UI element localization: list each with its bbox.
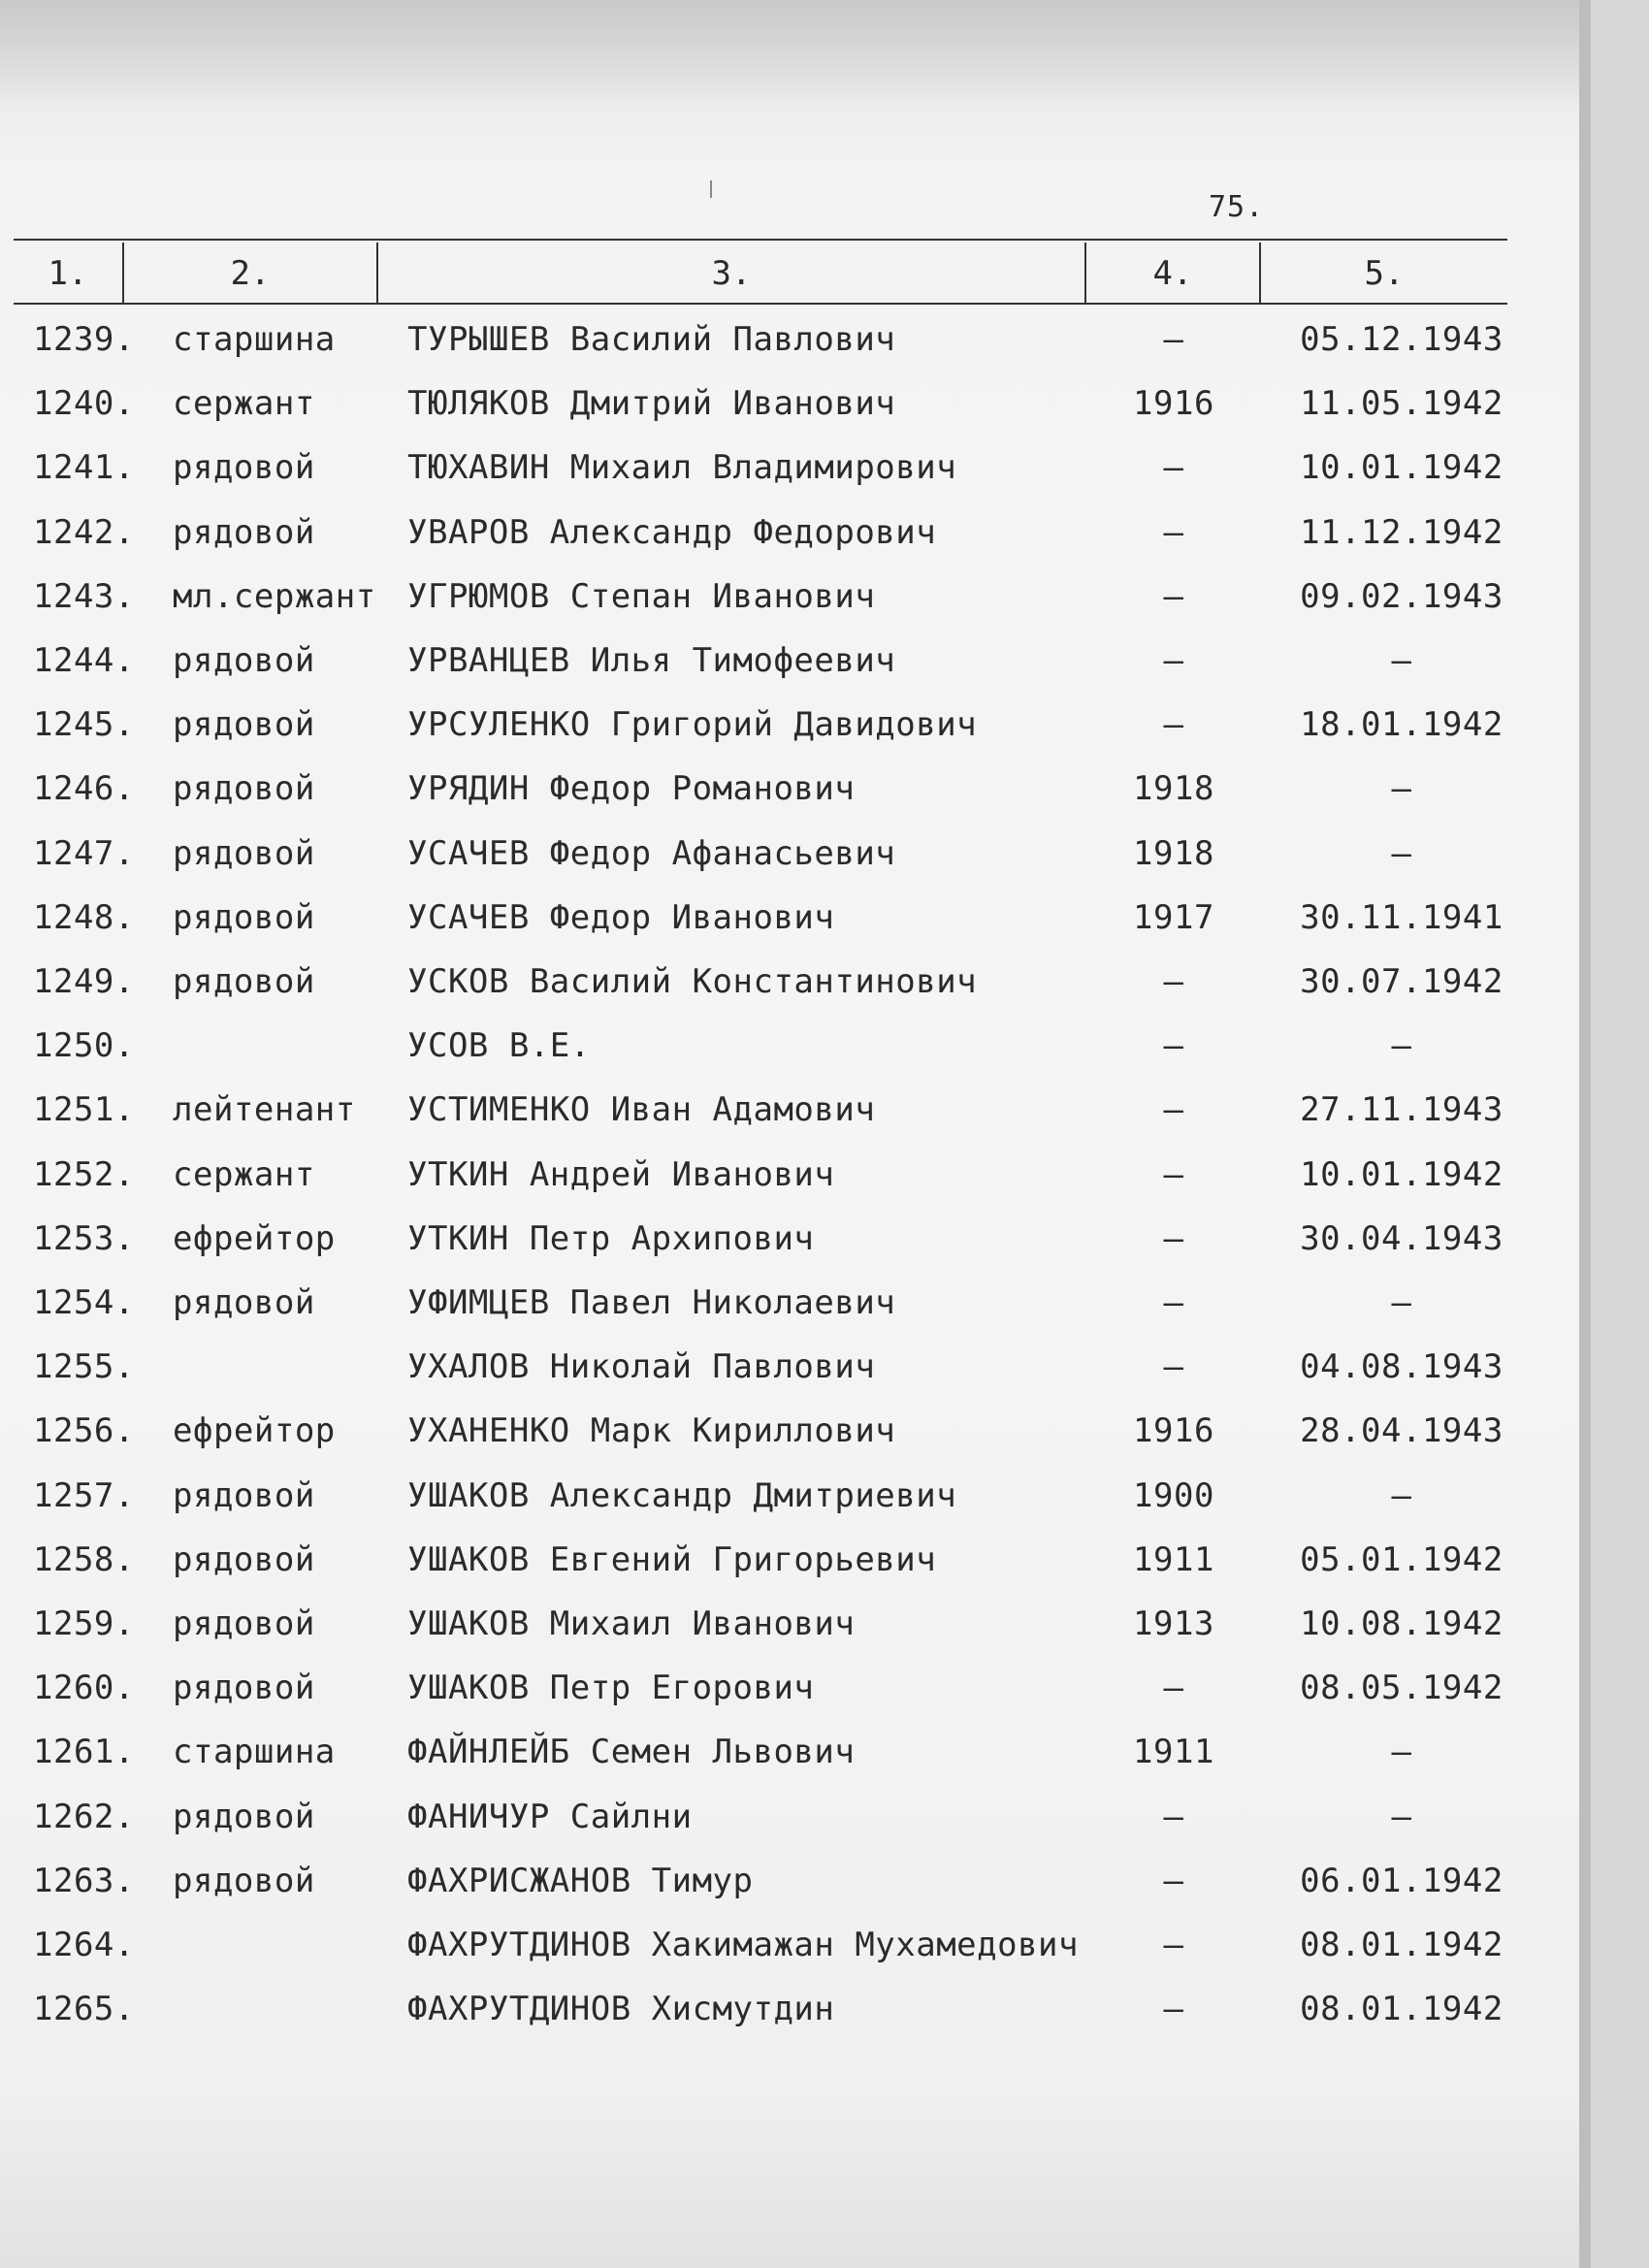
full-name: УХАЛОВ Николай Павлович bbox=[407, 1347, 876, 1387]
entry-number: 1240. bbox=[33, 384, 135, 424]
table-row bbox=[0, 1604, 1591, 1669]
birth-year: 1900 bbox=[1133, 1475, 1214, 1515]
military-rank: рядовой bbox=[173, 1797, 315, 1836]
full-name: УРЯДИН Федор Романович bbox=[407, 769, 856, 809]
table-row bbox=[0, 1090, 1591, 1154]
date: 10.08.1942 bbox=[1300, 1604, 1504, 1643]
entry-number: 1244. bbox=[33, 641, 135, 680]
birth-year: – bbox=[1163, 320, 1184, 359]
table-row bbox=[0, 1347, 1591, 1411]
military-rank: рядовой bbox=[173, 448, 315, 488]
full-name: УСАЧЕВ Федор Иванович bbox=[407, 897, 835, 937]
birth-year: – bbox=[1163, 1154, 1184, 1194]
entry-number: 1248. bbox=[33, 897, 135, 937]
full-name: УСОВ В.Е. bbox=[407, 1026, 591, 1066]
entry-number: 1256. bbox=[33, 1411, 135, 1451]
date: 27.11.1943 bbox=[1300, 1090, 1504, 1130]
scan-mark bbox=[710, 180, 712, 198]
scan-shadow bbox=[0, 0, 1591, 107]
page-number: 75. bbox=[1209, 190, 1265, 224]
entry-number: 1257. bbox=[33, 1475, 135, 1515]
birth-year: 1911 bbox=[1133, 1733, 1214, 1772]
entry-number: 1259. bbox=[33, 1604, 135, 1643]
birth-year: – bbox=[1163, 1347, 1184, 1387]
table-row bbox=[0, 1798, 1591, 1862]
date: – bbox=[1391, 1733, 1412, 1772]
military-rank: рядовой bbox=[173, 1669, 315, 1708]
military-rank: рядовой bbox=[173, 512, 315, 552]
table-row bbox=[0, 577, 1591, 641]
military-rank: рядовой bbox=[173, 962, 315, 1001]
full-name: УГРЮМОВ Степан Иванович bbox=[407, 576, 876, 616]
date: – bbox=[1391, 1283, 1412, 1322]
table-row bbox=[0, 1283, 1591, 1347]
full-name: ТЮЛЯКОВ Дмитрий Иванович bbox=[407, 384, 896, 424]
full-name: УШАКОВ Михаил Иванович bbox=[407, 1604, 856, 1643]
birth-year: – bbox=[1163, 1669, 1184, 1708]
date: 05.01.1942 bbox=[1300, 1539, 1504, 1579]
full-name: УТКИН Петр Архипович bbox=[407, 1218, 815, 1258]
entry-number: 1261. bbox=[33, 1733, 135, 1772]
date: 18.01.1942 bbox=[1300, 705, 1504, 745]
date: 11.05.1942 bbox=[1300, 384, 1504, 424]
table-row bbox=[0, 898, 1591, 962]
date: – bbox=[1391, 769, 1412, 809]
birth-year: – bbox=[1163, 641, 1184, 680]
military-rank: сержант bbox=[173, 384, 315, 424]
entry-number: 1243. bbox=[33, 576, 135, 616]
column-header-3: 3. bbox=[711, 254, 752, 293]
military-rank: сержант bbox=[173, 1154, 315, 1194]
table-row bbox=[0, 1219, 1591, 1283]
full-name: УВАРОВ Александр Федорович bbox=[407, 512, 937, 552]
table-row bbox=[0, 384, 1591, 448]
birth-year: 1911 bbox=[1133, 1539, 1214, 1579]
birth-year: 1913 bbox=[1133, 1604, 1214, 1643]
entry-number: 1255. bbox=[33, 1347, 135, 1387]
birth-year: – bbox=[1163, 1797, 1184, 1836]
date: 30.04.1943 bbox=[1300, 1218, 1504, 1258]
military-rank: ефрейтор bbox=[173, 1411, 336, 1451]
date: 08.01.1942 bbox=[1300, 1990, 1504, 2029]
table-row bbox=[0, 513, 1591, 577]
entry-number: 1258. bbox=[33, 1539, 135, 1579]
entry-number: 1250. bbox=[33, 1026, 135, 1066]
date: 28.04.1943 bbox=[1300, 1411, 1504, 1451]
table-row bbox=[0, 1990, 1591, 2054]
entry-number: 1252. bbox=[33, 1154, 135, 1194]
military-rank: рядовой bbox=[173, 641, 315, 680]
birth-year: 1916 bbox=[1133, 384, 1214, 424]
military-rank: рядовой bbox=[173, 1861, 315, 1900]
birth-year: – bbox=[1163, 962, 1184, 1001]
entry-number: 1249. bbox=[33, 962, 135, 1001]
full-name: УШАКОВ Александр Дмитриевич bbox=[407, 1475, 957, 1515]
birth-year: – bbox=[1163, 705, 1184, 745]
date: 09.02.1943 bbox=[1300, 576, 1504, 616]
entry-number: 1254. bbox=[33, 1283, 135, 1322]
date: 30.07.1942 bbox=[1300, 962, 1504, 1001]
full-name: ФАХРУТДИНОВ Хакимажан Мухамедович bbox=[407, 1926, 1080, 1964]
military-rank: рядовой bbox=[173, 1539, 315, 1579]
date: 08.05.1942 bbox=[1300, 1669, 1504, 1708]
entry-number: 1247. bbox=[33, 833, 135, 873]
date: 11.12.1942 bbox=[1300, 512, 1504, 552]
entry-number: 1242. bbox=[33, 512, 135, 552]
full-name: ТУРЫШЕВ Василий Павлович bbox=[407, 320, 896, 359]
table-row bbox=[0, 962, 1591, 1026]
birth-year: 1917 bbox=[1133, 897, 1214, 937]
entry-number: 1239. bbox=[33, 320, 135, 359]
full-name: ФАНИЧУР Сайлни bbox=[407, 1797, 693, 1836]
entry-number: 1264. bbox=[33, 1926, 135, 1964]
date: 04.08.1943 bbox=[1300, 1347, 1504, 1387]
entry-number: 1246. bbox=[33, 769, 135, 809]
table-row bbox=[0, 1926, 1591, 1990]
table-row bbox=[0, 1476, 1591, 1540]
table-row bbox=[0, 1669, 1591, 1733]
entry-number: 1245. bbox=[33, 705, 135, 745]
full-name: ФАЙНЛЕЙБ Семен Львович bbox=[407, 1733, 856, 1772]
military-rank: рядовой bbox=[173, 1475, 315, 1515]
table-row bbox=[0, 705, 1591, 769]
military-rank: рядовой bbox=[173, 769, 315, 809]
birth-year: – bbox=[1163, 1926, 1184, 1964]
entry-number: 1265. bbox=[33, 1990, 135, 2029]
military-rank: рядовой bbox=[173, 1283, 315, 1322]
date: 06.01.1942 bbox=[1300, 1861, 1504, 1900]
full-name: УТКИН Андрей Иванович bbox=[407, 1154, 835, 1194]
column-header-5: 5. bbox=[1364, 254, 1405, 293]
table-row bbox=[0, 1540, 1591, 1604]
birth-year: – bbox=[1163, 1218, 1184, 1258]
full-name: ФАХРИСЖАНОВ Тимур bbox=[407, 1861, 754, 1900]
military-rank: рядовой bbox=[173, 897, 315, 937]
date: – bbox=[1391, 1475, 1412, 1515]
birth-year: – bbox=[1163, 1861, 1184, 1900]
table-row bbox=[0, 1026, 1591, 1090]
military-rank: мл.сержант bbox=[173, 576, 376, 616]
birth-year: – bbox=[1163, 1283, 1184, 1322]
table-row bbox=[0, 448, 1591, 512]
military-rank: ефрейтор bbox=[173, 1218, 336, 1258]
table-header-rule bbox=[14, 303, 1507, 305]
table-row bbox=[0, 1155, 1591, 1219]
table-row bbox=[0, 1733, 1591, 1797]
date: 10.01.1942 bbox=[1300, 1154, 1504, 1194]
full-name: УШАКОВ Петр Егорович bbox=[407, 1669, 815, 1708]
military-rank: лейтенант bbox=[173, 1090, 356, 1130]
birth-year: – bbox=[1163, 576, 1184, 616]
table-row bbox=[0, 1862, 1591, 1926]
full-name: ФАХРУТДИНОВ Хисмутдин bbox=[407, 1990, 835, 2029]
entry-number: 1260. bbox=[33, 1669, 135, 1708]
table-row bbox=[0, 769, 1591, 833]
date: – bbox=[1391, 1026, 1412, 1066]
date: 10.01.1942 bbox=[1300, 448, 1504, 488]
table-row bbox=[0, 1411, 1591, 1475]
full-name: УШАКОВ Евгений Григорьевич bbox=[407, 1539, 937, 1579]
entry-number: 1253. bbox=[33, 1218, 135, 1258]
birth-year: 1918 bbox=[1133, 833, 1214, 873]
full-name: УРВАНЦЕВ Илья Тимофеевич bbox=[407, 641, 896, 680]
date: – bbox=[1391, 833, 1412, 873]
date: 08.01.1942 bbox=[1300, 1926, 1504, 1964]
birth-year: – bbox=[1163, 1090, 1184, 1130]
column-header-2: 2. bbox=[230, 254, 271, 293]
date: – bbox=[1391, 1797, 1412, 1836]
military-rank: рядовой bbox=[173, 1604, 315, 1643]
military-rank: старшина bbox=[173, 320, 336, 359]
full-name: ТЮХАВИН Михаил Владимирович bbox=[407, 448, 957, 488]
table-row bbox=[0, 320, 1591, 384]
full-name: УХАНЕНКО Марк Кириллович bbox=[407, 1411, 896, 1451]
date: 30.11.1941 bbox=[1300, 897, 1504, 937]
table-row bbox=[0, 834, 1591, 898]
full-name: УФИМЦЕВ Павел Николаевич bbox=[407, 1283, 896, 1322]
full-name: УСАЧЕВ Федор Афанасьевич bbox=[407, 833, 896, 873]
military-rank: рядовой bbox=[173, 833, 315, 873]
column-header-4: 4. bbox=[1152, 254, 1193, 293]
full-name: УСКОВ Василий Константинович bbox=[407, 962, 978, 1001]
entry-number: 1241. bbox=[33, 448, 135, 488]
date: 05.12.1943 bbox=[1300, 320, 1504, 359]
birth-year: – bbox=[1163, 448, 1184, 488]
birth-year: – bbox=[1163, 1990, 1184, 2029]
full-name: УРСУЛЕНКО Григорий Давидович bbox=[407, 705, 978, 745]
entry-number: 1262. bbox=[33, 1797, 135, 1836]
birth-year: – bbox=[1163, 512, 1184, 552]
military-rank: рядовой bbox=[173, 705, 315, 745]
entry-number: 1251. bbox=[33, 1090, 135, 1130]
table-row bbox=[0, 641, 1591, 705]
date: – bbox=[1391, 641, 1412, 680]
entry-number: 1263. bbox=[33, 1861, 135, 1900]
military-rank: старшина bbox=[173, 1733, 336, 1772]
full-name: УСТИМЕНКО Иван Адамович bbox=[407, 1090, 876, 1130]
birth-year: – bbox=[1163, 1026, 1184, 1066]
column-header-1: 1. bbox=[48, 254, 88, 293]
birth-year: 1916 bbox=[1133, 1411, 1214, 1451]
birth-year: 1918 bbox=[1133, 769, 1214, 809]
table-top-rule bbox=[14, 239, 1507, 241]
